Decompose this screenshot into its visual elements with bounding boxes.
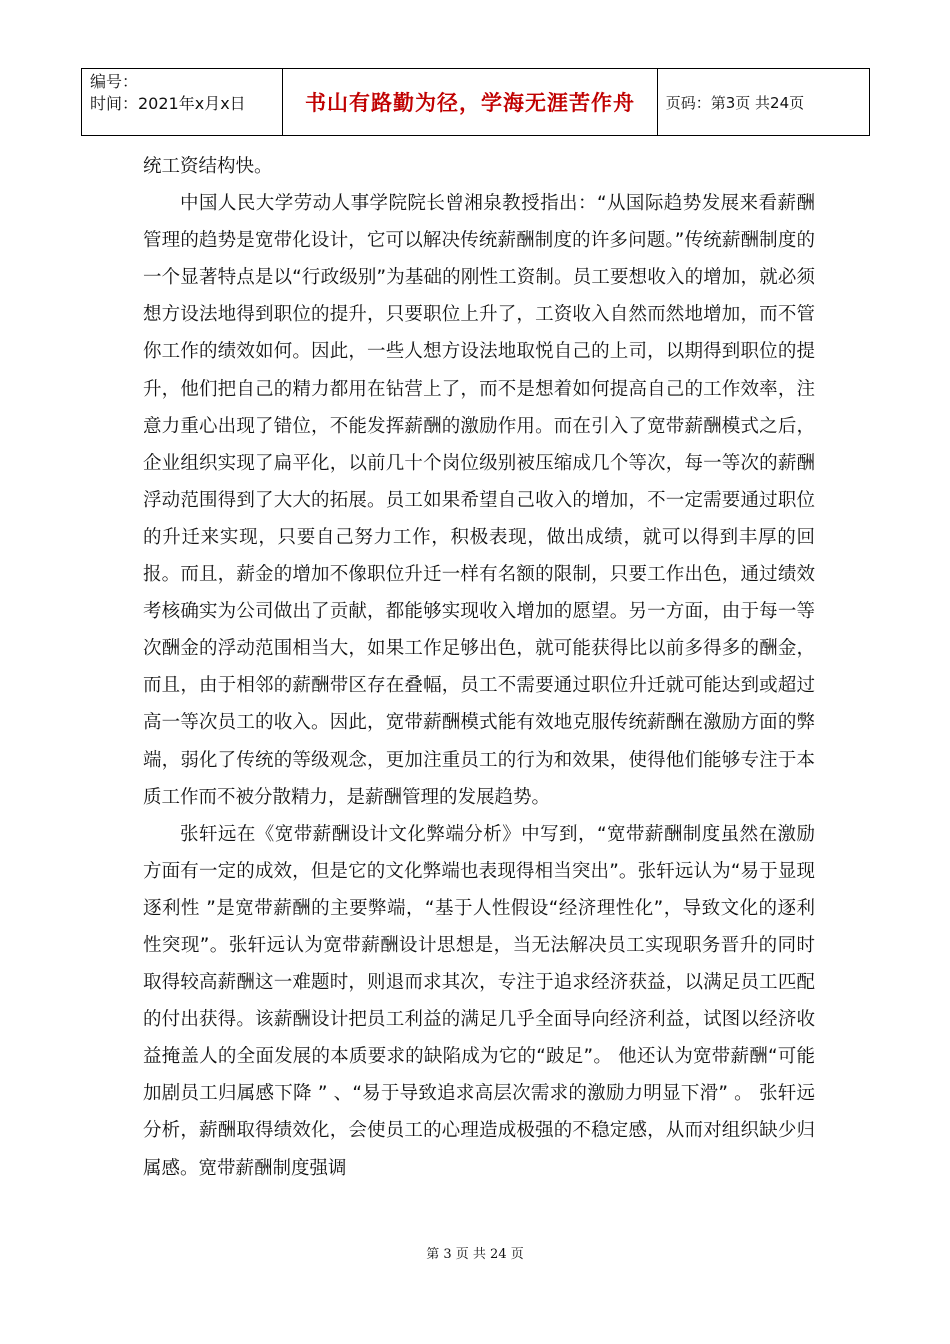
body-paragraph-2: 中国人民大学劳动人事学院院长曾湘泉教授指出：“从国际趋势发展来看薪酬管理的趋势是宽带化设计，它可以解决传统薪酬制度的许多问题。”传统薪酬制度的一个显著特点是以“行政级别”为基础的刚性工资制。员工要想收入的增加，就必须想方设法地得到职位的提升，只要职位上升了，工资收入自然而然地增加，而不管你工作的绩效如何。因此，一些人想方设法地取悦自己的上司，以期得到职位的提升，他们把自己的精力都用在钻营上了，而不是想着如何提高自己的工作效率，注意力重心出现了错位，不能发挥薪酬的激励作用。而在引入了宽带薪酬模式之后，企业组织实现了扁平化，以前几十个岗位级别被压缩成几个等次，每一等次的薪酬浮动范围得到了大大的拓展。员工如果希望自己收入的增加，不一定需要通过职位的升迁来实现，只要自己努力工作，积极表现，做出成绩，就可以得到丰厚的回报。而且，薪金的增加不像职位升迁一样有名额的限制，只要工作出色，通过绩效考核确实为公司做出了贡献，都能够实现收入增加的愿望。另一方面，由于每一等次酬金的浮动范围相当大，如果工作足够出色，就可能获得比以前多得多的酬金，而且，由于相邻的薪酬带区存在叠幅，员工不需要通过职位升迁就可能达到或超过高一等次员工的收入。因此，宽带薪酬模式能有效地克服传统薪酬在激励方面的弊端，弱化了传统的等级观念，更加注重员工的行为和效果，使得他们能够专注于本质工作而不被分散精力，是薪酬管理的发展趋势。 <box>143 193 815 808</box>
document-header <box>81 68 870 136</box>
header-meta-cell <box>82 69 283 136</box>
document-number-label: 编号： <box>90 72 139 91</box>
header-page-info: 页码：第3页 共24页 <box>657 69 869 136</box>
document-time-label: 时间：2021年x月x日 <box>90 94 246 113</box>
page-footer: 第 3 页 共 24 页 <box>426 1247 524 1262</box>
document-body <box>143 148 815 1187</box>
body-paragraph-3: 张轩远在《宽带薪酬设计文化弊端分析》中写到，“宽带薪酬制度虽然在激励方面有一定的成效，但是它的文化弊端也表现得相当突出”。张轩远认为“易于显现逐利性 ”是宽带薪酬的主要弊端，“基于人性假设“经济理性化”，导致文化的逐利性突现”。张轩远认为宽带薪酬设计思想是，当无法解决员工实现职务晋升的同时取得较高薪酬这一难题时，则退而求其次，专注于追求经济获益，以满足员工匹配的付出获得。该薪酬设计把员工利益的满足几乎全面导向经济利益，试图以经济收益掩盖人的全面发展的本质要求的缺陷成为它的“跛足”。 他还认为宽带薪酬“可能加剧员工归属感下降 ” 、“易于导致追求高层次需求的激励力明显下滑” 。 张轩远分析，薪酬取得绩效化，会使员工的心理造成极强的不稳定感，从而对组织缺少归属感。宽带薪酬制度强调 <box>143 823 815 1179</box>
header-motto: 书山有路勤为径，学海无涯苦作舟 <box>283 69 657 136</box>
body-paragraph-1: 统工资结构快。 <box>143 156 273 177</box>
